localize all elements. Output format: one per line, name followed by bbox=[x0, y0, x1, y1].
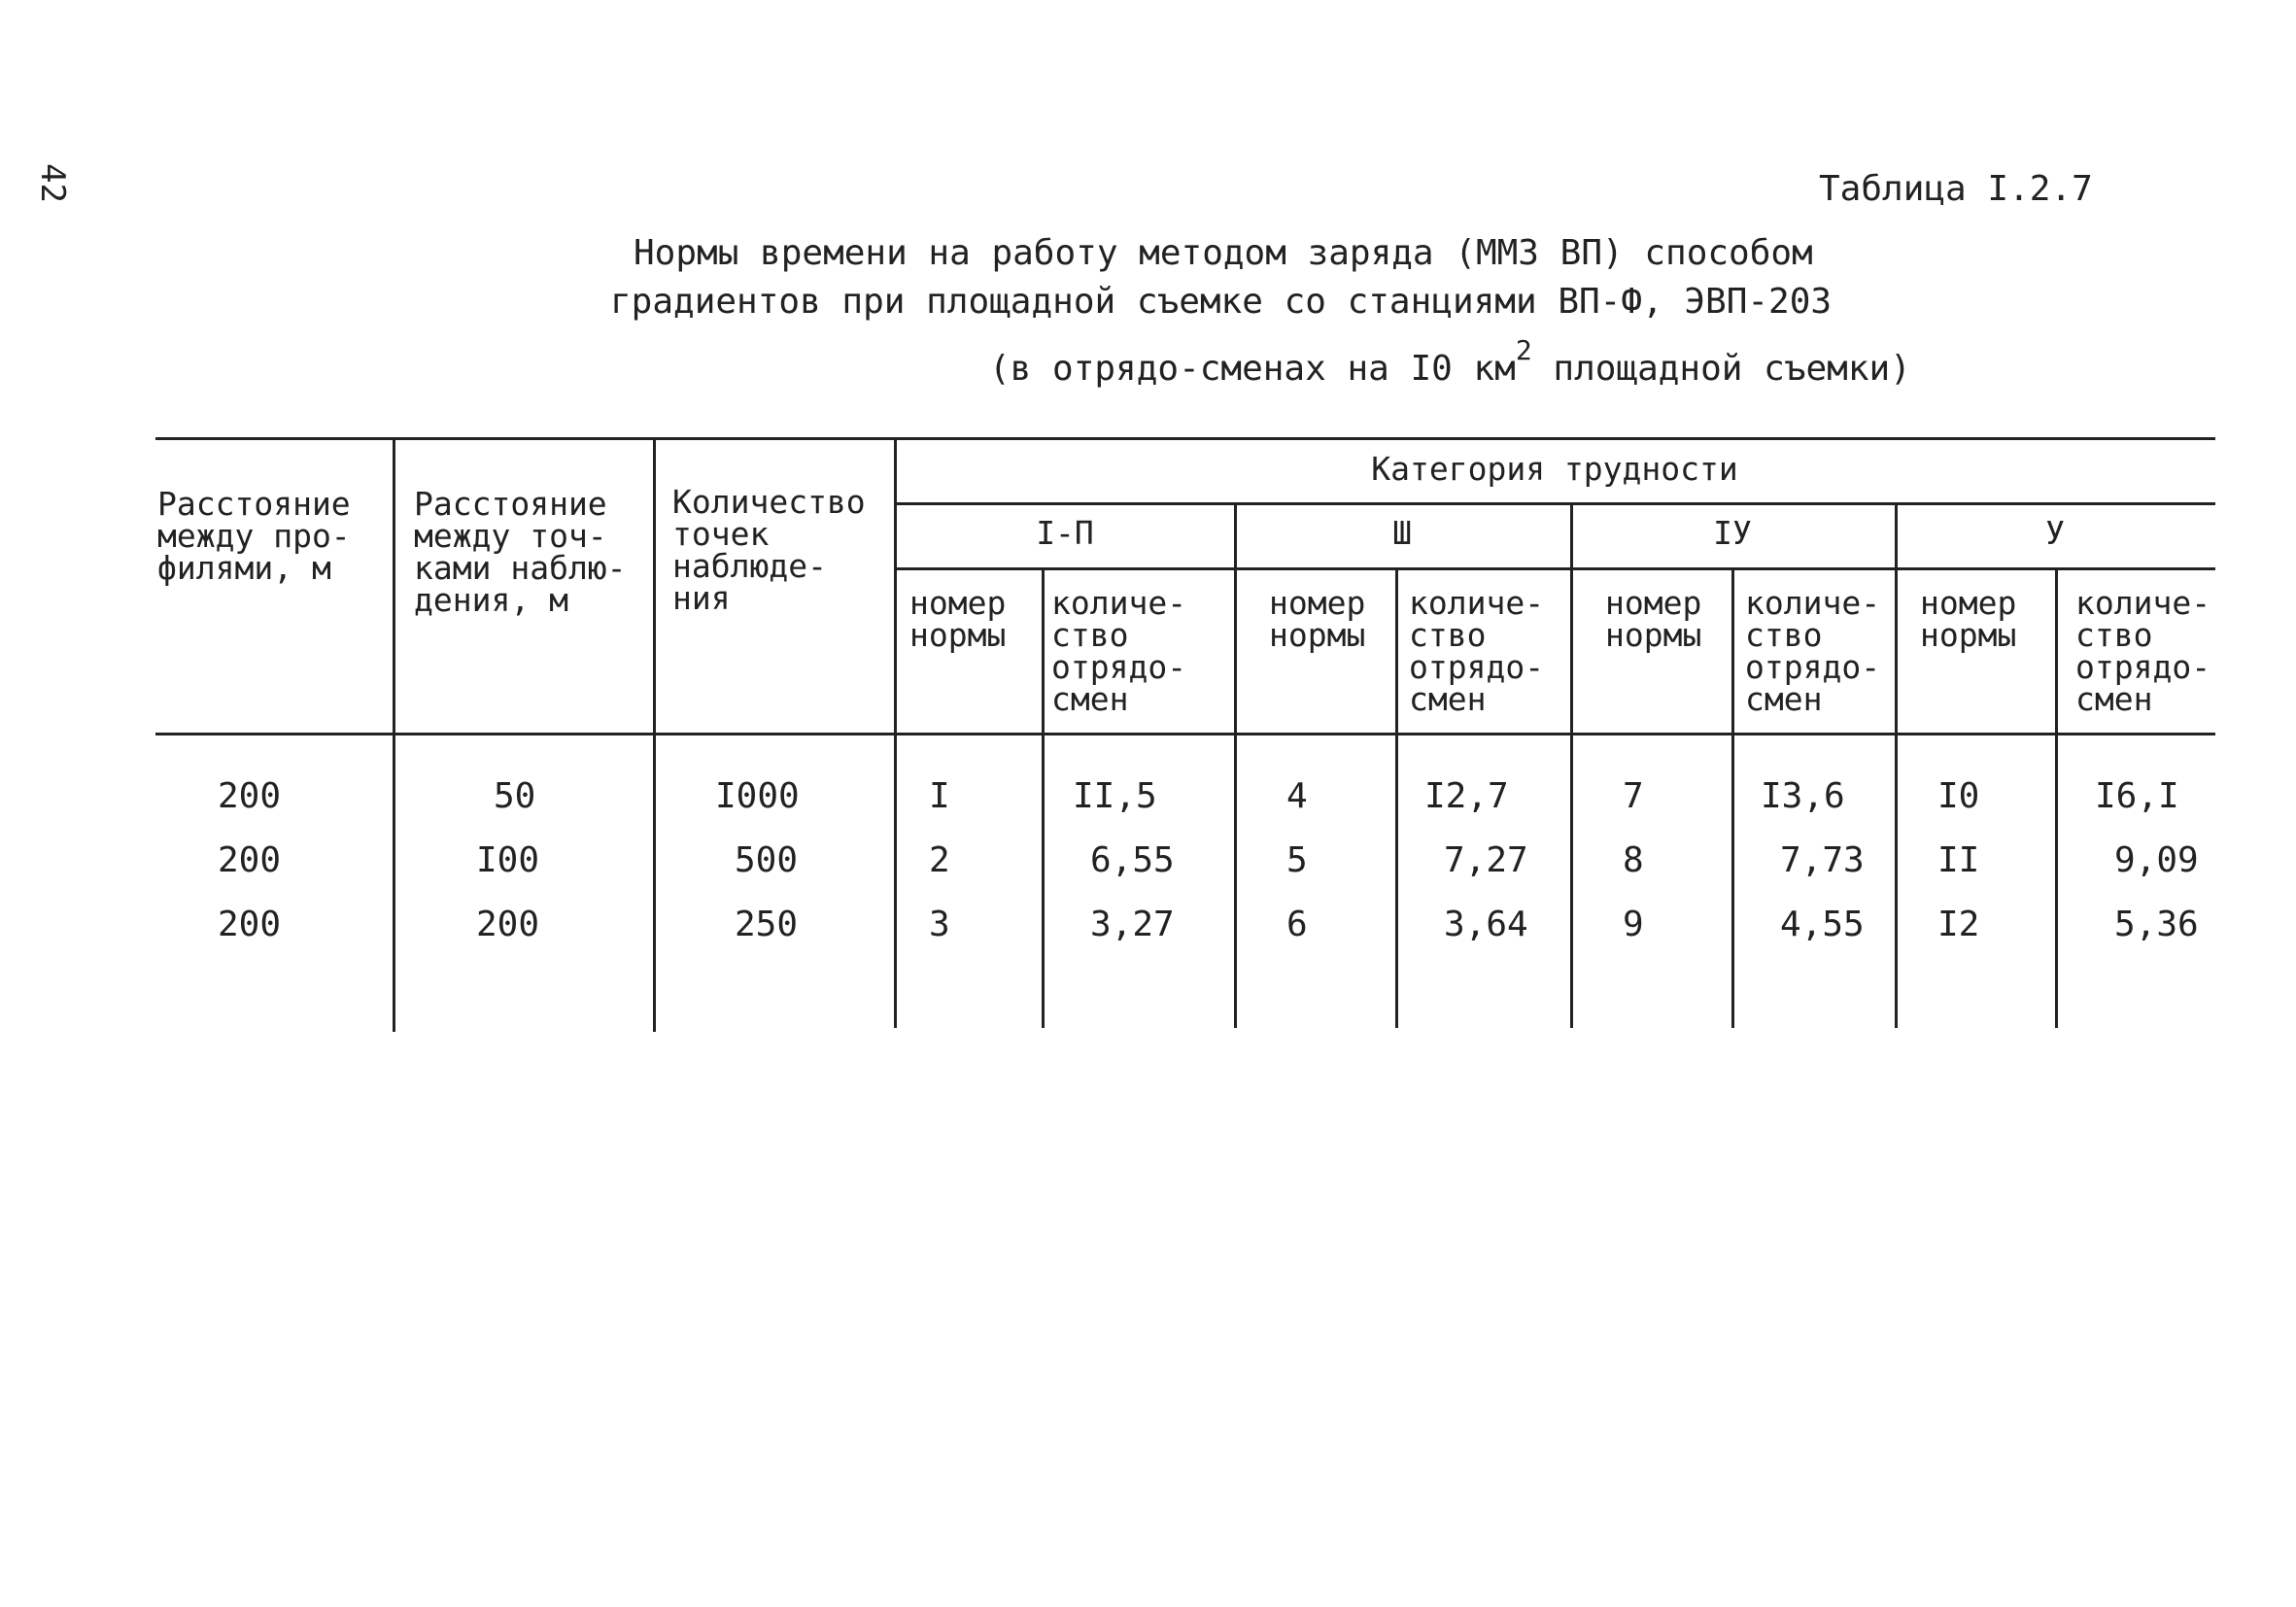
cell-g3-val: I3,6 bbox=[1761, 776, 1845, 816]
col-rule-1 bbox=[393, 437, 395, 1032]
cell-points-count: 250 bbox=[735, 905, 799, 944]
header-group-2: Ш bbox=[1392, 514, 1412, 552]
cell-g3-num: 7 bbox=[1623, 776, 1644, 816]
header-group-1: I-П bbox=[1036, 514, 1094, 552]
col-rule-4 bbox=[1042, 567, 1045, 1028]
cell-g2-val: I2,7 bbox=[1424, 776, 1509, 816]
cell-g4-val: 9,09 bbox=[2114, 840, 2199, 880]
cell-g1-val: 3,27 bbox=[1090, 905, 1175, 944]
table-top-rule bbox=[155, 437, 2215, 440]
cell-g4-val: 5,36 bbox=[2114, 905, 2199, 944]
header-shift-count-1: количе- ство отрядо- смен bbox=[1051, 584, 1187, 718]
cell-g1-val: II,5 bbox=[1073, 776, 1157, 816]
cell-points-count: I000 bbox=[715, 776, 800, 816]
cell-dist-profiles: 200 bbox=[218, 840, 282, 880]
cell-g2-num: 4 bbox=[1286, 776, 1308, 816]
cell-dist-profiles: 200 bbox=[218, 905, 282, 944]
cell-g3-num: 8 bbox=[1623, 840, 1644, 880]
cell-g2-val: 7,27 bbox=[1444, 840, 1528, 880]
cell-g4-num: I0 bbox=[1937, 776, 1980, 816]
cell-dist-points: 200 bbox=[476, 905, 540, 944]
header-shift-count-2: количе- ство отрядо- смен bbox=[1409, 584, 1545, 718]
header-dist-profiles: Расстояние между про- филями, м bbox=[157, 485, 351, 587]
group-rule bbox=[894, 567, 2215, 570]
cell-g2-val: 3,64 bbox=[1444, 905, 1528, 944]
col-rule-5 bbox=[1234, 502, 1237, 1028]
cell-g4-num: I2 bbox=[1937, 905, 1980, 944]
cell-g3-num: 9 bbox=[1623, 905, 1644, 944]
cell-g4-val: I6,I bbox=[2095, 776, 2179, 816]
cell-g4-num: II bbox=[1937, 840, 1980, 880]
col-rule-7 bbox=[1570, 502, 1573, 1028]
col-rule-2 bbox=[653, 437, 656, 1032]
cell-g1-val: 6,55 bbox=[1090, 840, 1175, 880]
col-rule-6 bbox=[1395, 567, 1398, 1028]
header-norm-number-3: номер нормы bbox=[1605, 584, 1702, 654]
header-norm-number-4: номер нормы bbox=[1920, 584, 2017, 654]
title-units bbox=[989, 334, 1911, 389]
col-rule-10 bbox=[2055, 567, 2058, 1028]
cell-g2-num: 6 bbox=[1286, 905, 1308, 944]
title-units-tail: площадной съемки) bbox=[1531, 349, 1911, 389]
cell-g1-num: 2 bbox=[929, 840, 950, 880]
page-number: 42 bbox=[33, 163, 72, 203]
cell-points-count: 500 bbox=[735, 840, 799, 880]
title-line-2: градиентов при площадной съемке со станциями ВП-Ф, ЭВП-203 bbox=[610, 282, 1833, 322]
cell-g1-num: 3 bbox=[929, 905, 950, 944]
title-units-superscript: 2 bbox=[1515, 334, 1532, 366]
header-shift-count-3: количе- ство отрядо- смен bbox=[1745, 584, 1881, 718]
col-rule-8 bbox=[1731, 567, 1734, 1028]
cell-dist-points: I00 bbox=[476, 840, 540, 880]
cell-g1-num: I bbox=[929, 776, 950, 816]
cell-dist-profiles: 200 bbox=[218, 776, 282, 816]
cell-dist-points: 50 bbox=[494, 776, 536, 816]
cell-g3-val: 4,55 bbox=[1780, 905, 1865, 944]
title-units-text: (в отрядо-сменах на I0 км bbox=[989, 349, 1516, 389]
category-rule bbox=[894, 502, 2215, 505]
header-norm-number-1: номер нормы bbox=[909, 584, 1007, 654]
header-group-3: IУ bbox=[1713, 514, 1752, 552]
header-norm-number-2: номер нормы bbox=[1269, 584, 1366, 654]
header-bottom-rule bbox=[155, 733, 2215, 735]
header-points-count: Количество точек наблюде- ния bbox=[672, 483, 866, 617]
header-shift-count-4: количе- ство отрядо- смен bbox=[2075, 584, 2211, 718]
cell-g2-num: 5 bbox=[1286, 840, 1308, 880]
table-label: Таблица I.2.7 bbox=[1819, 169, 2093, 209]
header-category: Категория трудности bbox=[1371, 450, 1738, 488]
header-group-4: У bbox=[2045, 514, 2065, 552]
cell-g3-val: 7,73 bbox=[1780, 840, 1865, 880]
title-line-1: Нормы времени на работу методом заряда (ММЗ ВП) способом bbox=[634, 233, 1813, 273]
header-dist-points: Расстояние между точ- ками наблю- дения, м bbox=[414, 485, 627, 619]
col-rule-9 bbox=[1895, 502, 1898, 1028]
